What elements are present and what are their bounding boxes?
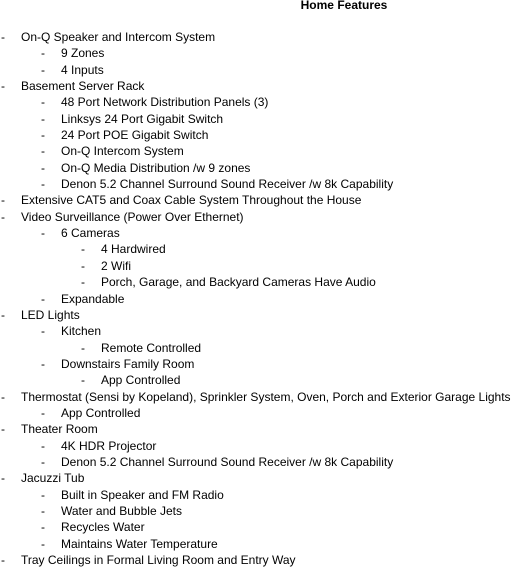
list-item-text: Basement Server Rack <box>21 79 145 94</box>
bullet-dash: - <box>41 324 45 339</box>
list-item-text: Denon 5.2 Channel Surround Sound Receiver /w 8k Capability <box>61 454 394 469</box>
bullet-dash: - <box>41 536 45 551</box>
list-item-text: Kitchen <box>61 324 102 339</box>
list-item-text: Expandable <box>61 291 125 306</box>
bullet-dash: - <box>41 144 45 159</box>
bullet-dash: - <box>1 471 5 486</box>
bullet-dash: - <box>41 160 45 175</box>
bullet-dash: - <box>41 487 45 502</box>
bullet-dash: - <box>41 128 45 143</box>
list-item-text: App Controlled <box>101 373 181 388</box>
list-item-text: Remote Controlled <box>101 340 202 355</box>
list-item-text: LED Lights <box>21 307 80 322</box>
list-item-text: Thermostat (Sensi by Kopeland), Sprinkler System, Oven, Porch and Exterior Garage Lights <box>21 389 511 404</box>
list-item-text: On-Q Media Distribution /w 9 zones <box>61 160 251 175</box>
bullet-dash: - <box>1 307 5 322</box>
list-item-text: 2 Wifi <box>101 258 131 273</box>
bullet-dash: - <box>1 389 5 404</box>
list-item-text: On-Q Intercom System <box>61 144 184 159</box>
list-item-text: Extensive CAT5 and Coax Cable System Throughout the House <box>21 193 362 208</box>
page-title: Home Features <box>300 0 388 12</box>
bullet-dash: - <box>1 193 5 208</box>
bullet-dash: - <box>41 520 45 535</box>
list-item-text: 4K HDR Projector <box>61 438 157 453</box>
bullet-dash: - <box>41 438 45 453</box>
bullet-dash: - <box>41 503 45 518</box>
list-item-text: Built in Speaker and FM Radio <box>61 487 224 502</box>
list-item-text: Theater Room <box>21 422 98 437</box>
bullet-dash: - <box>41 226 45 241</box>
list-item-text: Jacuzzi Tub <box>21 471 85 486</box>
bullet-dash: - <box>41 46 45 61</box>
list-item-text: Porch, Garage, and Backyard Cameras Have Audio <box>101 275 376 290</box>
list-item-text: Linksys 24 Port Gigabit Switch <box>61 111 224 126</box>
list-item-text: On-Q Speaker and Intercom System <box>21 30 216 44</box>
list-item-text: 6 Cameras <box>61 226 120 241</box>
bullet-dash: - <box>41 95 45 110</box>
list-item-text: 4 Hardwired <box>101 242 166 257</box>
bullet-dash: - <box>1 79 5 94</box>
list-item-text: 4 Inputs <box>61 62 104 77</box>
bullet-dash: - <box>41 62 45 77</box>
list-item-text: Water and Bubble Jets <box>61 503 182 518</box>
bullet-dash: - <box>81 340 85 355</box>
bullet-dash: - <box>81 373 85 388</box>
list-item-text: 48 Port Network Distribution Panels (3) <box>61 95 269 110</box>
bullet-dash: - <box>41 405 45 420</box>
list-item-text: Tray Ceilings in Formal Living Room and Entry Way <box>21 553 296 567</box>
list-item-text: 24 Port POE Gigabit Switch <box>61 128 209 143</box>
bullet-dash: - <box>41 291 45 306</box>
bullet-dash: - <box>81 275 85 290</box>
list-item-text: Video Surveillance (Power Over Ethernet) <box>21 209 244 224</box>
bullet-dash: - <box>1 422 5 437</box>
bullet-dash: - <box>41 111 45 126</box>
bullet-dash: - <box>81 242 85 257</box>
list-item-text: Recycles Water <box>61 520 145 535</box>
bullet-dash: - <box>1 30 5 44</box>
list-item-text: App Controlled <box>61 405 141 420</box>
list-item-text: Downstairs Family Room <box>61 356 195 371</box>
bullet-dash: - <box>41 177 45 192</box>
bullet-dash: - <box>1 209 5 224</box>
list-item-text: Denon 5.2 Channel Surround Sound Receiver /w 8k Capability <box>61 177 394 192</box>
bullet-dash: - <box>1 553 5 567</box>
bullet-dash: - <box>41 356 45 371</box>
bullet-dash: - <box>41 454 45 469</box>
list-item-text: Maintains Water Temperature <box>61 536 218 551</box>
bullet-dash: - <box>81 258 85 273</box>
list-item-text: 9 Zones <box>61 46 105 61</box>
